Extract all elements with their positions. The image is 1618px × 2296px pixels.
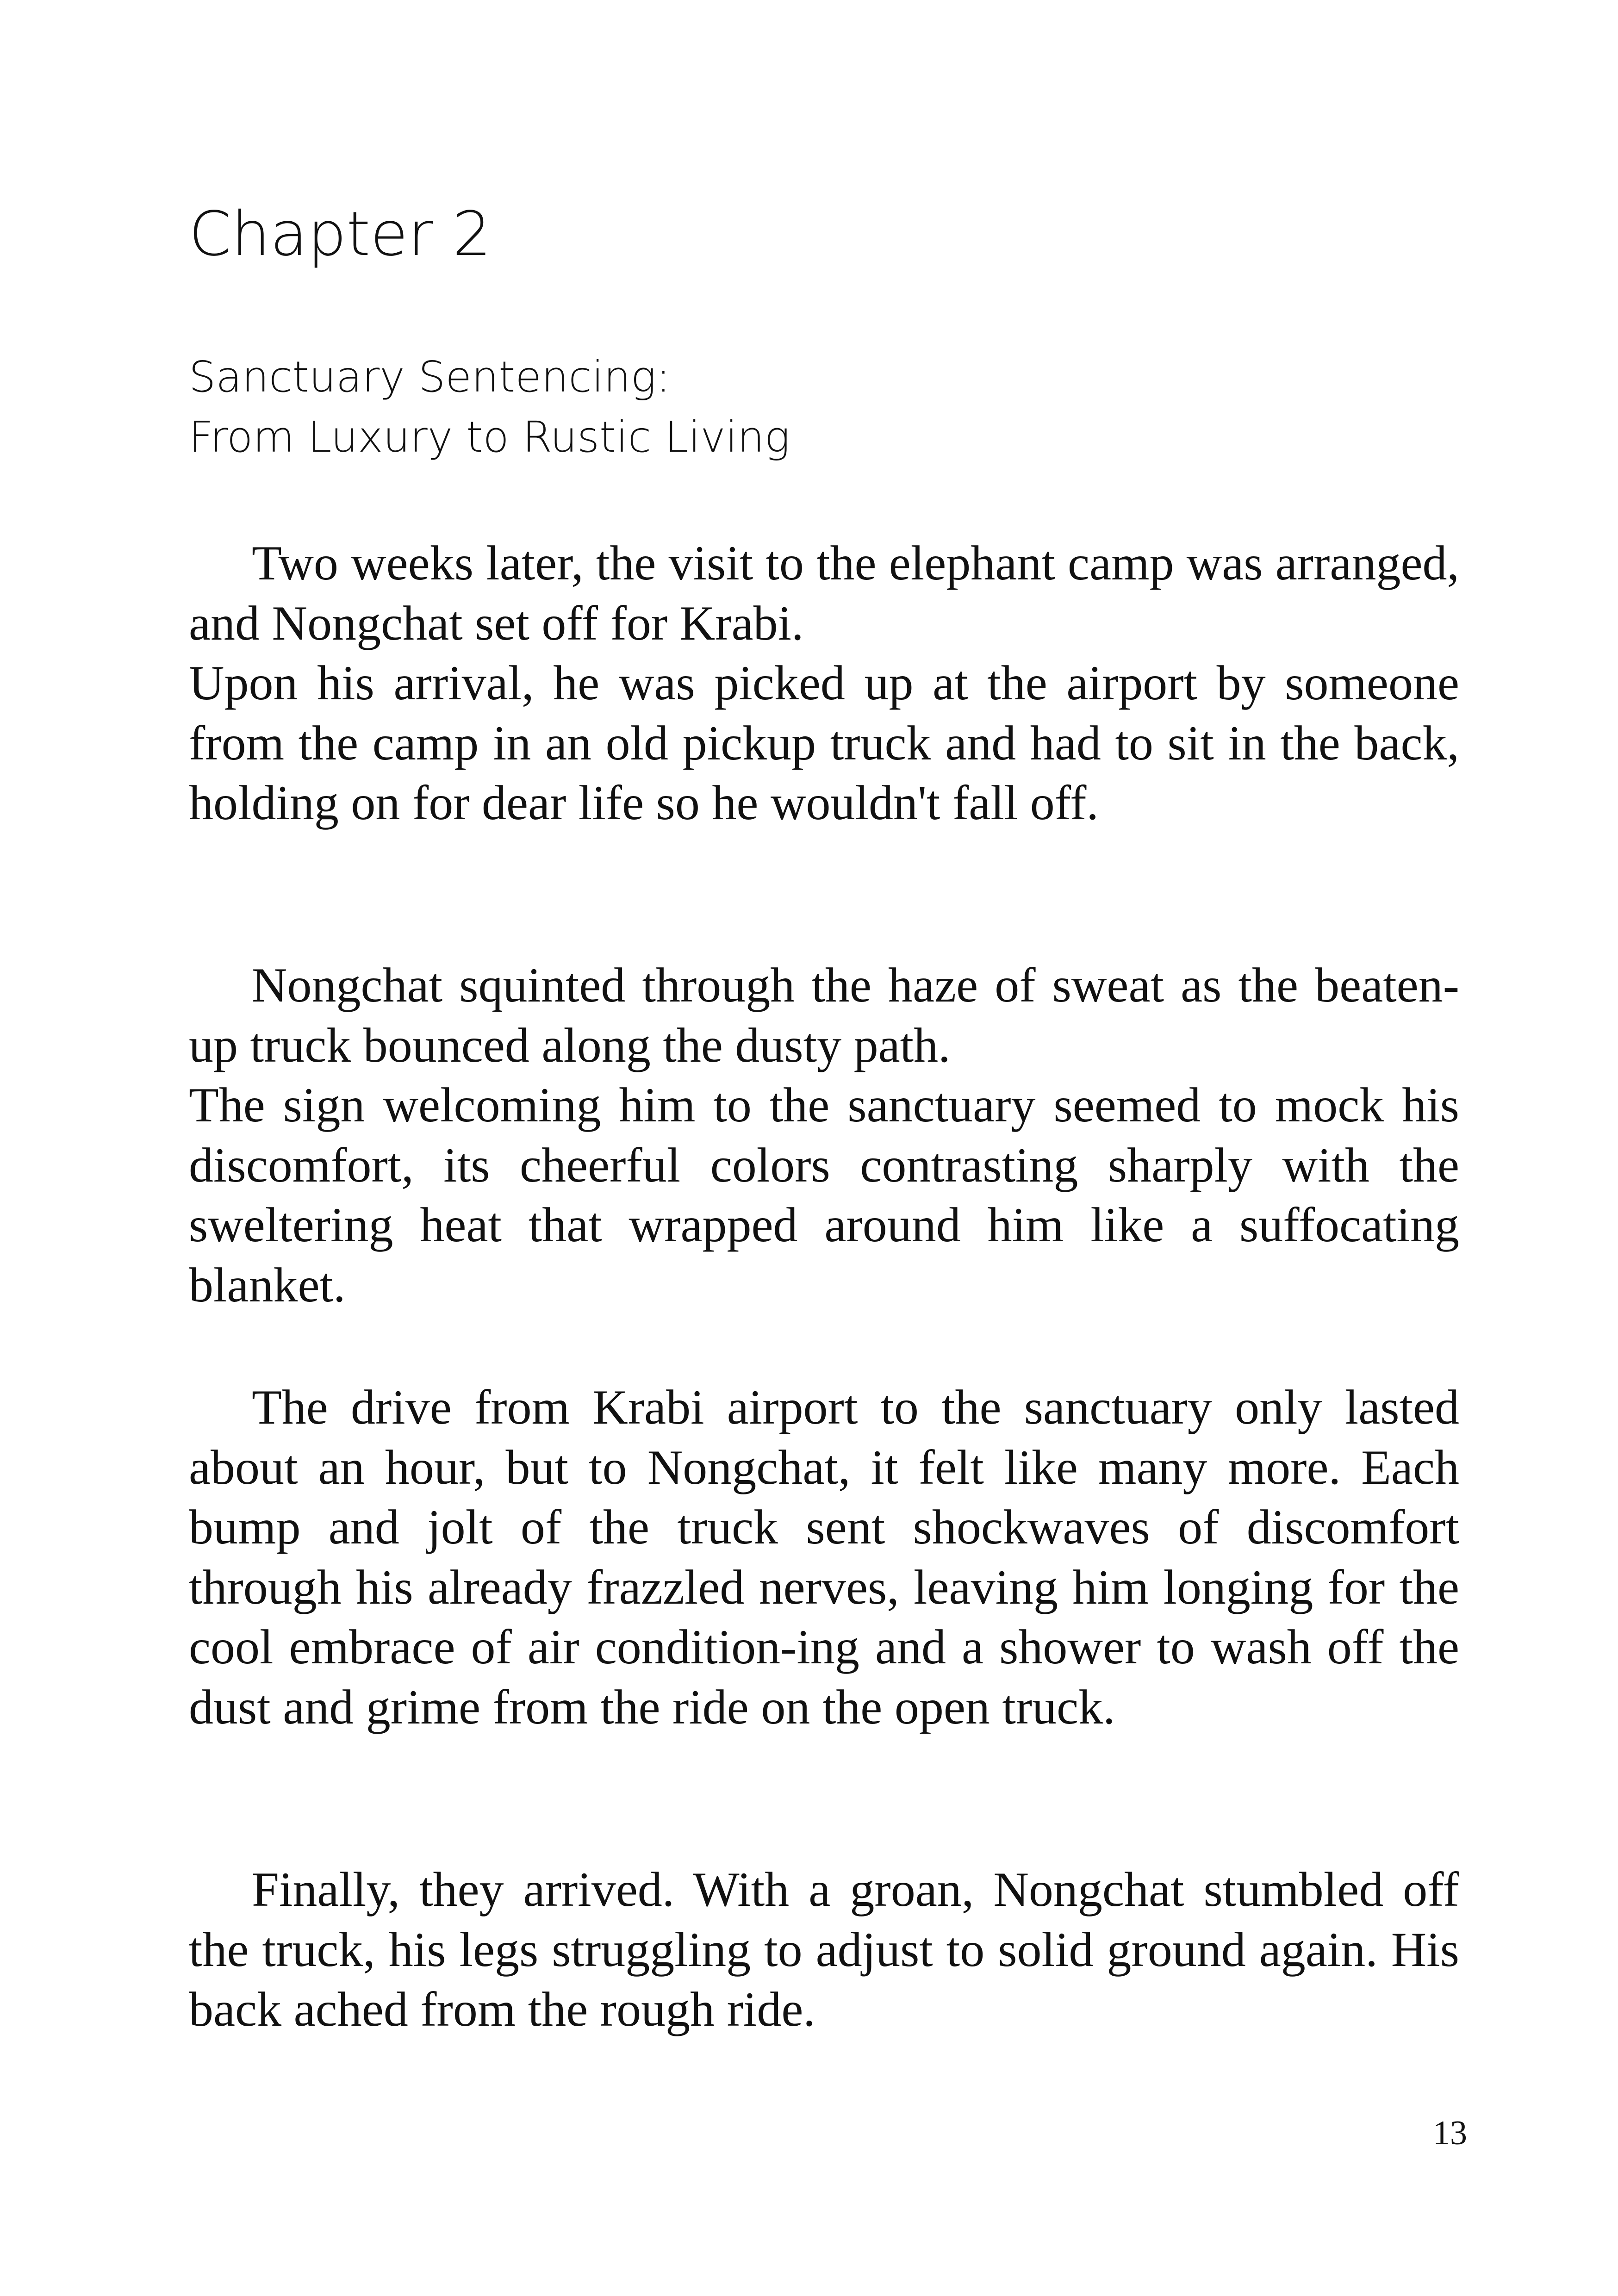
paragraph-3-first-text: The drive from Krabi airport to the sanctuary only lasted about an hour, but to Nongchat, it felt like many more. Each bump and jolt of the truck sent shockwaves of discomfort through his already frazzled nerves, leaving him longing for the cool embrace of air condition-ing and a shower to wash off the dust and grime from the ride on the open truck. [189,1380,1459,1734]
paragraph-2-first-text: Nongchat squinted through the haze of sweat as the beaten-up truck bounced along the dusty path. [189,958,1459,1072]
paragraph-2-first [189,955,1459,1075]
paragraph-4-first [189,1860,1459,2040]
subtitle-line-1: Sanctuary Sentencing: [189,352,671,402]
paragraph-2 [189,955,1459,1315]
paragraph-1-first [189,533,1459,653]
page-number: 13 [1433,2114,1467,2152]
paragraph-1-first-text: Two weeks later, the visit to the elephant camp was arranged, and Nongchat set off for Krabi. [189,536,1459,650]
subtitle-line-2: From Luxury to Rustic Living [189,412,790,462]
paragraph-2-second: The sign welcoming him to the sanctuary seemed to mock his discomfort, its cheerful colors contrasting sharply with the sweltering heat that wrapped around him like a suffocating blanket. [189,1078,1459,1312]
paragraph-3 [189,1377,1459,1737]
paragraph-3-first [189,1377,1459,1737]
chapter-title: Chapter 2 [189,199,492,270]
paragraph-1-second: Upon his arrival, he was picked up at the airport by someone from the camp in an old pickup truck and had to sit in the back, holding on for dear life so he wouldn't fall off. [189,656,1459,830]
paragraph-4 [189,1860,1459,2040]
chapter-subtitle [189,347,790,467]
paragraph-1 [189,533,1459,833]
paragraph-4-first-text: Finally, they arrived. With a groan, Nongchat stumbled off the truck, his legs struggling to adjust to solid ground again. His back ached from the rough ride. [189,1862,1459,2036]
